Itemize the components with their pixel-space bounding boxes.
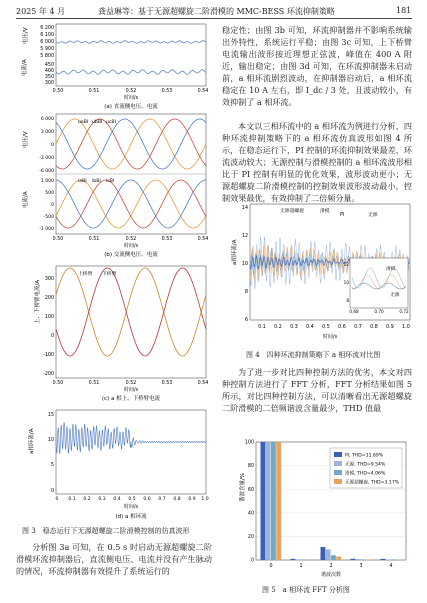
fig4-legend-passive-supertwisting: 无源超螺旋	[280, 209, 304, 214]
panel-d-xtick: 1.0	[201, 497, 209, 502]
fig5-bar	[361, 559, 366, 560]
panel-d	[27, 410, 209, 520]
panel-a	[20, 24, 208, 110]
panel-b-caption: (b) 交流侧电压、电流	[104, 252, 158, 258]
panel-b-xtick: 0.54	[197, 237, 209, 242]
panel-c-xtick: 0.54	[197, 381, 209, 386]
fig4-xtick: 0.3	[290, 325, 298, 330]
panel-c	[33, 266, 208, 402]
panel-d-xtick: 0.9	[188, 497, 196, 502]
panel-b-ytick: -6 000	[39, 169, 54, 174]
fig5-xtick: 4	[389, 564, 393, 569]
fig5-xtick: 1	[299, 564, 303, 569]
fig5-ytick: 100	[244, 440, 254, 446]
panel-a-ytick: 6 100	[40, 33, 54, 38]
panel-b-xtick: 0.53	[161, 237, 173, 242]
panel-d-xtick: 0.7	[158, 497, 166, 502]
fig5-legend-swatch	[334, 461, 342, 466]
panel-c-ytick: 200	[44, 296, 54, 301]
panel-d-xtick: 0.8	[173, 497, 181, 502]
fig5-ytick: 0	[250, 558, 254, 564]
panel-b-ytick: -3 000	[39, 156, 54, 161]
fig5-bar	[321, 547, 326, 560]
panel-b-ytick: 500	[45, 191, 54, 196]
fig4-xtick: 0.6	[338, 325, 346, 330]
fig5-bar	[301, 559, 306, 560]
panel-b-legend-top: ubBI	[92, 120, 103, 125]
fig5-ytick: 80	[247, 464, 254, 470]
panel-a-xtick: 0.54	[197, 89, 209, 94]
fig5-yticks	[245, 440, 254, 564]
fig5-legend-swatch	[334, 470, 342, 475]
panel-b-ylabel-bottom: 电流/A	[23, 191, 29, 208]
panel-a-xlabel: 时间/s	[123, 95, 139, 101]
fig5-bar	[351, 559, 356, 560]
panel-d-circulating-current-line	[56, 422, 206, 454]
fig4-inset-xtick: 0.72	[399, 309, 409, 314]
panel-b-xlabel: 时间/s	[123, 243, 139, 249]
fig5-ytick: 20	[247, 535, 254, 540]
panel-c-ytick: 100	[44, 315, 54, 320]
panel-c-legend-upper: 上桥臂	[78, 272, 93, 277]
fig5-xlabel: 谐波次数	[320, 572, 342, 578]
panel-b-xtick: 0.52	[125, 237, 137, 242]
fig5-legend-passive: 无源, THD=9.54%	[345, 462, 386, 468]
panel-d-frame	[56, 410, 206, 494]
fig4-ylabel: a相环流/A	[232, 239, 238, 265]
panel-b-legend-top: ucBI	[106, 120, 116, 125]
fig4-xtick: 0.9	[386, 325, 394, 330]
panel-a-ytick: 5 800	[40, 54, 54, 59]
panel-d-xtick: 0.4	[113, 497, 121, 502]
panel-b-ytick: 1 000	[40, 179, 54, 184]
panel-d-caption: (d) a 相环流	[115, 514, 147, 520]
panel-b-xtick: 0.50	[52, 237, 64, 242]
figure-5-caption: 图 5 a 相环流 FFT 分析图	[262, 586, 350, 594]
panel-a-ytick: 450	[44, 63, 54, 68]
right-paragraph-3: 为了进一步对比四种控制方法的优劣，本文对四种控制方法进行了 FFT 分析，FFT 分析结果如图 5 所示，对比四种控制方法，可以清晰看出无源超螺旋二阶滑模的二倍频谐波含量最少，THD 值最	[222, 367, 412, 413]
panel-c-ytick: -200	[43, 372, 54, 377]
panel-c-xtick: 0.50	[52, 381, 64, 386]
panel-a-ylabel-top: 电压/V	[23, 27, 29, 44]
panel-d-xtick: 0.5	[128, 497, 136, 502]
figure-4-caption: 图 4 四种环流抑制策略下 a 相环流对比图	[246, 351, 381, 359]
fig5-bar	[381, 559, 386, 560]
panel-a-ytick: 400	[44, 69, 54, 74]
fig4-ytick: 12	[241, 234, 248, 239]
header-title: 龚益琳等：基于无源超螺旋二阶滑模的 MMC-BESS 环流抑制策略	[98, 7, 335, 16]
fig4-inset-label-sliding: 滑模	[386, 267, 396, 272]
fig5-xtick: 0	[269, 564, 273, 569]
fig4-xtick: 1.0	[402, 325, 410, 330]
panel-a-xtick: 0.50	[52, 89, 64, 94]
fig5-bar	[266, 442, 271, 560]
fig4-ytick: 10	[241, 262, 248, 267]
fig4-inset-ytick: 8	[346, 298, 349, 303]
fig4-inset-xtick: 0.70	[374, 309, 384, 314]
panel-d-xlabel: 时间/s	[123, 504, 139, 510]
panel-a-ytick: 300	[44, 81, 54, 86]
panel-d-ytick: 0	[50, 489, 54, 494]
fig4-legend-sliding-mode: 滑模	[320, 209, 330, 214]
fig4-legend-passive: 无源	[368, 213, 378, 218]
panel-a-caption: (a) 直流侧电压、电流	[104, 104, 158, 110]
fig4-xtick: 0.1	[258, 325, 266, 330]
panel-a-xtick: 0.51	[88, 89, 100, 94]
panel-b-legend-bottom: iaBI	[78, 179, 87, 184]
fig4-legend-pi: PI	[340, 213, 345, 218]
panel-d-xtick: 0.2	[83, 497, 91, 502]
fig4-xtick: 0.5	[322, 325, 330, 330]
fig5-xtick: 3	[359, 564, 363, 569]
fig5-bar	[386, 559, 391, 560]
fig5-bar	[291, 559, 296, 560]
panel-a-ytick: 5 900	[40, 47, 54, 52]
fig5-bar	[326, 549, 331, 560]
panel-c-ytick: -100	[43, 353, 54, 358]
panel-d-xtick: 0.1	[68, 497, 76, 502]
panel-a-ytick: 6 000	[40, 40, 54, 45]
header-page-number: 181	[396, 6, 412, 15]
panel-b-ytick: -500	[43, 215, 54, 220]
header-date: 2025 年 4 月	[16, 7, 66, 16]
panel-b-legend-bottom: ibBI	[92, 179, 101, 184]
fig5-legend-swatch	[334, 479, 342, 484]
fig5-legend-pi: PI, THD=11.69%	[345, 453, 384, 459]
panel-a-voltage-line	[56, 41, 206, 44]
right-paragraph-2: 本文以三相环流中的 a 相环流为例进行分析，四种环流抑制策略下的 a 相环流仿真波形如图 4 所示，在稳态运行下，PI 控制的环流抑制效果最差，环流波动较大；无源控制与滑模控制的 a 相环流波形相比于 PI 控制有明显的优化效果，波形波动更小；无源超螺旋二阶滑模控制的控制效果波形波动最小，控制效果最优，有效抑制了二倍频分量。	[222, 121, 412, 203]
panel-b-legend-bottom: icBI	[106, 179, 115, 184]
fig5-ylabel: 谐波含量/%	[240, 472, 246, 502]
fig5-legend-swatch	[334, 452, 342, 457]
fig5-bar	[391, 559, 396, 560]
fig4-inset-xtick: 0.68	[349, 309, 359, 314]
panel-b-ylabel-top: 电压/V	[23, 131, 29, 148]
fig4-ytick: 14	[241, 206, 248, 211]
panel-d-xtick: 0.6	[143, 497, 151, 502]
panel-d-ytick: 15	[47, 413, 54, 418]
figure-5	[222, 434, 414, 584]
fig4-xlabel: 时间/s	[322, 334, 338, 340]
panel-c-xlabel: 时间/s	[123, 387, 139, 393]
fig5-ytick: 60	[247, 487, 254, 493]
fig5-ytick: 40	[247, 511, 254, 517]
panel-c-caption: (c) a 相上、下桥臂电流	[101, 396, 161, 402]
panel-b-ytick: 0	[51, 203, 54, 208]
panel-c-xtick: 0.53	[161, 381, 173, 386]
figure-3-caption: 图 3 稳态运行下无源超螺旋二阶滑模控制的仿真波形	[22, 527, 190, 535]
fig5-bar	[331, 555, 336, 560]
panel-b-ytick: 3 000	[40, 130, 54, 135]
panel-c-ytick: 300	[44, 277, 54, 282]
panel-c-frame	[56, 266, 206, 378]
panel-a-current-line	[56, 70, 206, 75]
panel-d-ytick: 5	[50, 463, 54, 468]
panel-c-legend-lower: 下桥臂	[102, 272, 117, 277]
fig4-xtick: 0.2	[274, 325, 282, 330]
fig5-legend-sliding: 滑模, THD=4.06%	[345, 471, 386, 477]
panel-c-xtick: 0.52	[125, 381, 137, 386]
fig5-bar	[296, 559, 301, 560]
fig4-xtick: 0.7	[354, 325, 362, 330]
fig4-inset-label-passive: 无源	[390, 293, 400, 298]
panel-c-upper-arm-line	[56, 268, 206, 356]
fig5-bar	[261, 442, 266, 560]
figure-4	[222, 200, 414, 346]
fig4-inset-ytick: 12	[343, 262, 349, 267]
panel-c-xtick: 0.51	[88, 381, 100, 386]
fig5-bar	[271, 442, 276, 560]
fig5-legend	[330, 448, 402, 488]
fig5-bar	[336, 556, 341, 560]
panel-b-voltage-a	[56, 119, 206, 169]
left-body-paragraph: 分析图 3a 可知，在 0.5 s 时启动无源超螺旋二阶滑模环流抑制器后，直流侧电压、电流并没有产生脉动的情况，环流抑制器有效提升了系统运行的	[16, 542, 212, 576]
panel-b-legend-top: uaBI	[78, 120, 89, 125]
fig4-xtick: 0.4	[306, 325, 314, 330]
fig5-xtick: 2	[329, 564, 333, 569]
panel-c-lower-arm-line	[56, 268, 206, 356]
panel-b-ytick: -1 000	[39, 227, 54, 232]
fig5-bar	[356, 559, 361, 560]
panel-a-ylabel-bottom: 电流/A	[22, 59, 28, 76]
header-rule	[16, 18, 412, 19]
panel-c-ylabel: 上、下桥臂电流/A	[35, 279, 41, 324]
panel-a-xtick: 0.52	[125, 89, 137, 94]
right-paragraph-1: 稳定性；由图 3b 可知，环流抑制器并不影响系统输出外特性，系统运行平稳；由图 3c 可知，上下桥臂电流输出波形接近理想正弦波，峰值在 400 A 附近，输出稳定；由图 3d 可知，在环流抑制器未启动前，a 相环流剧烈波动，在抑制器启动后，a 相环流稳定在 10 A 左右，即 I_dc / 3 处，且波动较小，有效抑制了 a 相环流。	[222, 25, 412, 107]
fig4-xtick: 0.8	[370, 325, 378, 330]
fig5-xticks	[269, 563, 392, 569]
panel-d-xtick: 0	[55, 497, 59, 502]
panel-a-ytick: 6 200	[40, 26, 54, 31]
panel-d-ylabel: a相环流/A	[29, 428, 35, 454]
figure-3	[18, 22, 214, 524]
panel-d-ytick: 10	[47, 438, 54, 443]
panel-b-ytick: 6 000	[40, 117, 54, 122]
panel-b-current-a	[56, 180, 206, 228]
fig4-inset	[350, 258, 408, 308]
panel-a-xtick: 0.53	[161, 89, 173, 94]
fig4-ytick: 6	[244, 318, 248, 323]
panel-a-ytick: 350	[44, 75, 54, 80]
panel-b-ytick: 0	[51, 143, 54, 148]
panel-b-xtick: 0.51	[88, 237, 100, 242]
panel-c-ytick: 0	[50, 334, 54, 339]
panel-a-frame	[56, 24, 206, 86]
panel-d-xtick: 0.3	[98, 497, 106, 502]
fig5-bar	[276, 442, 281, 560]
fig4-ytick: 8	[244, 290, 248, 295]
fig4-inset-ytick: 10	[343, 280, 349, 285]
fig5-legend-passive-supertwisting: 无源超螺旋, THD=3.17%	[345, 480, 400, 486]
panel-b	[21, 114, 208, 258]
